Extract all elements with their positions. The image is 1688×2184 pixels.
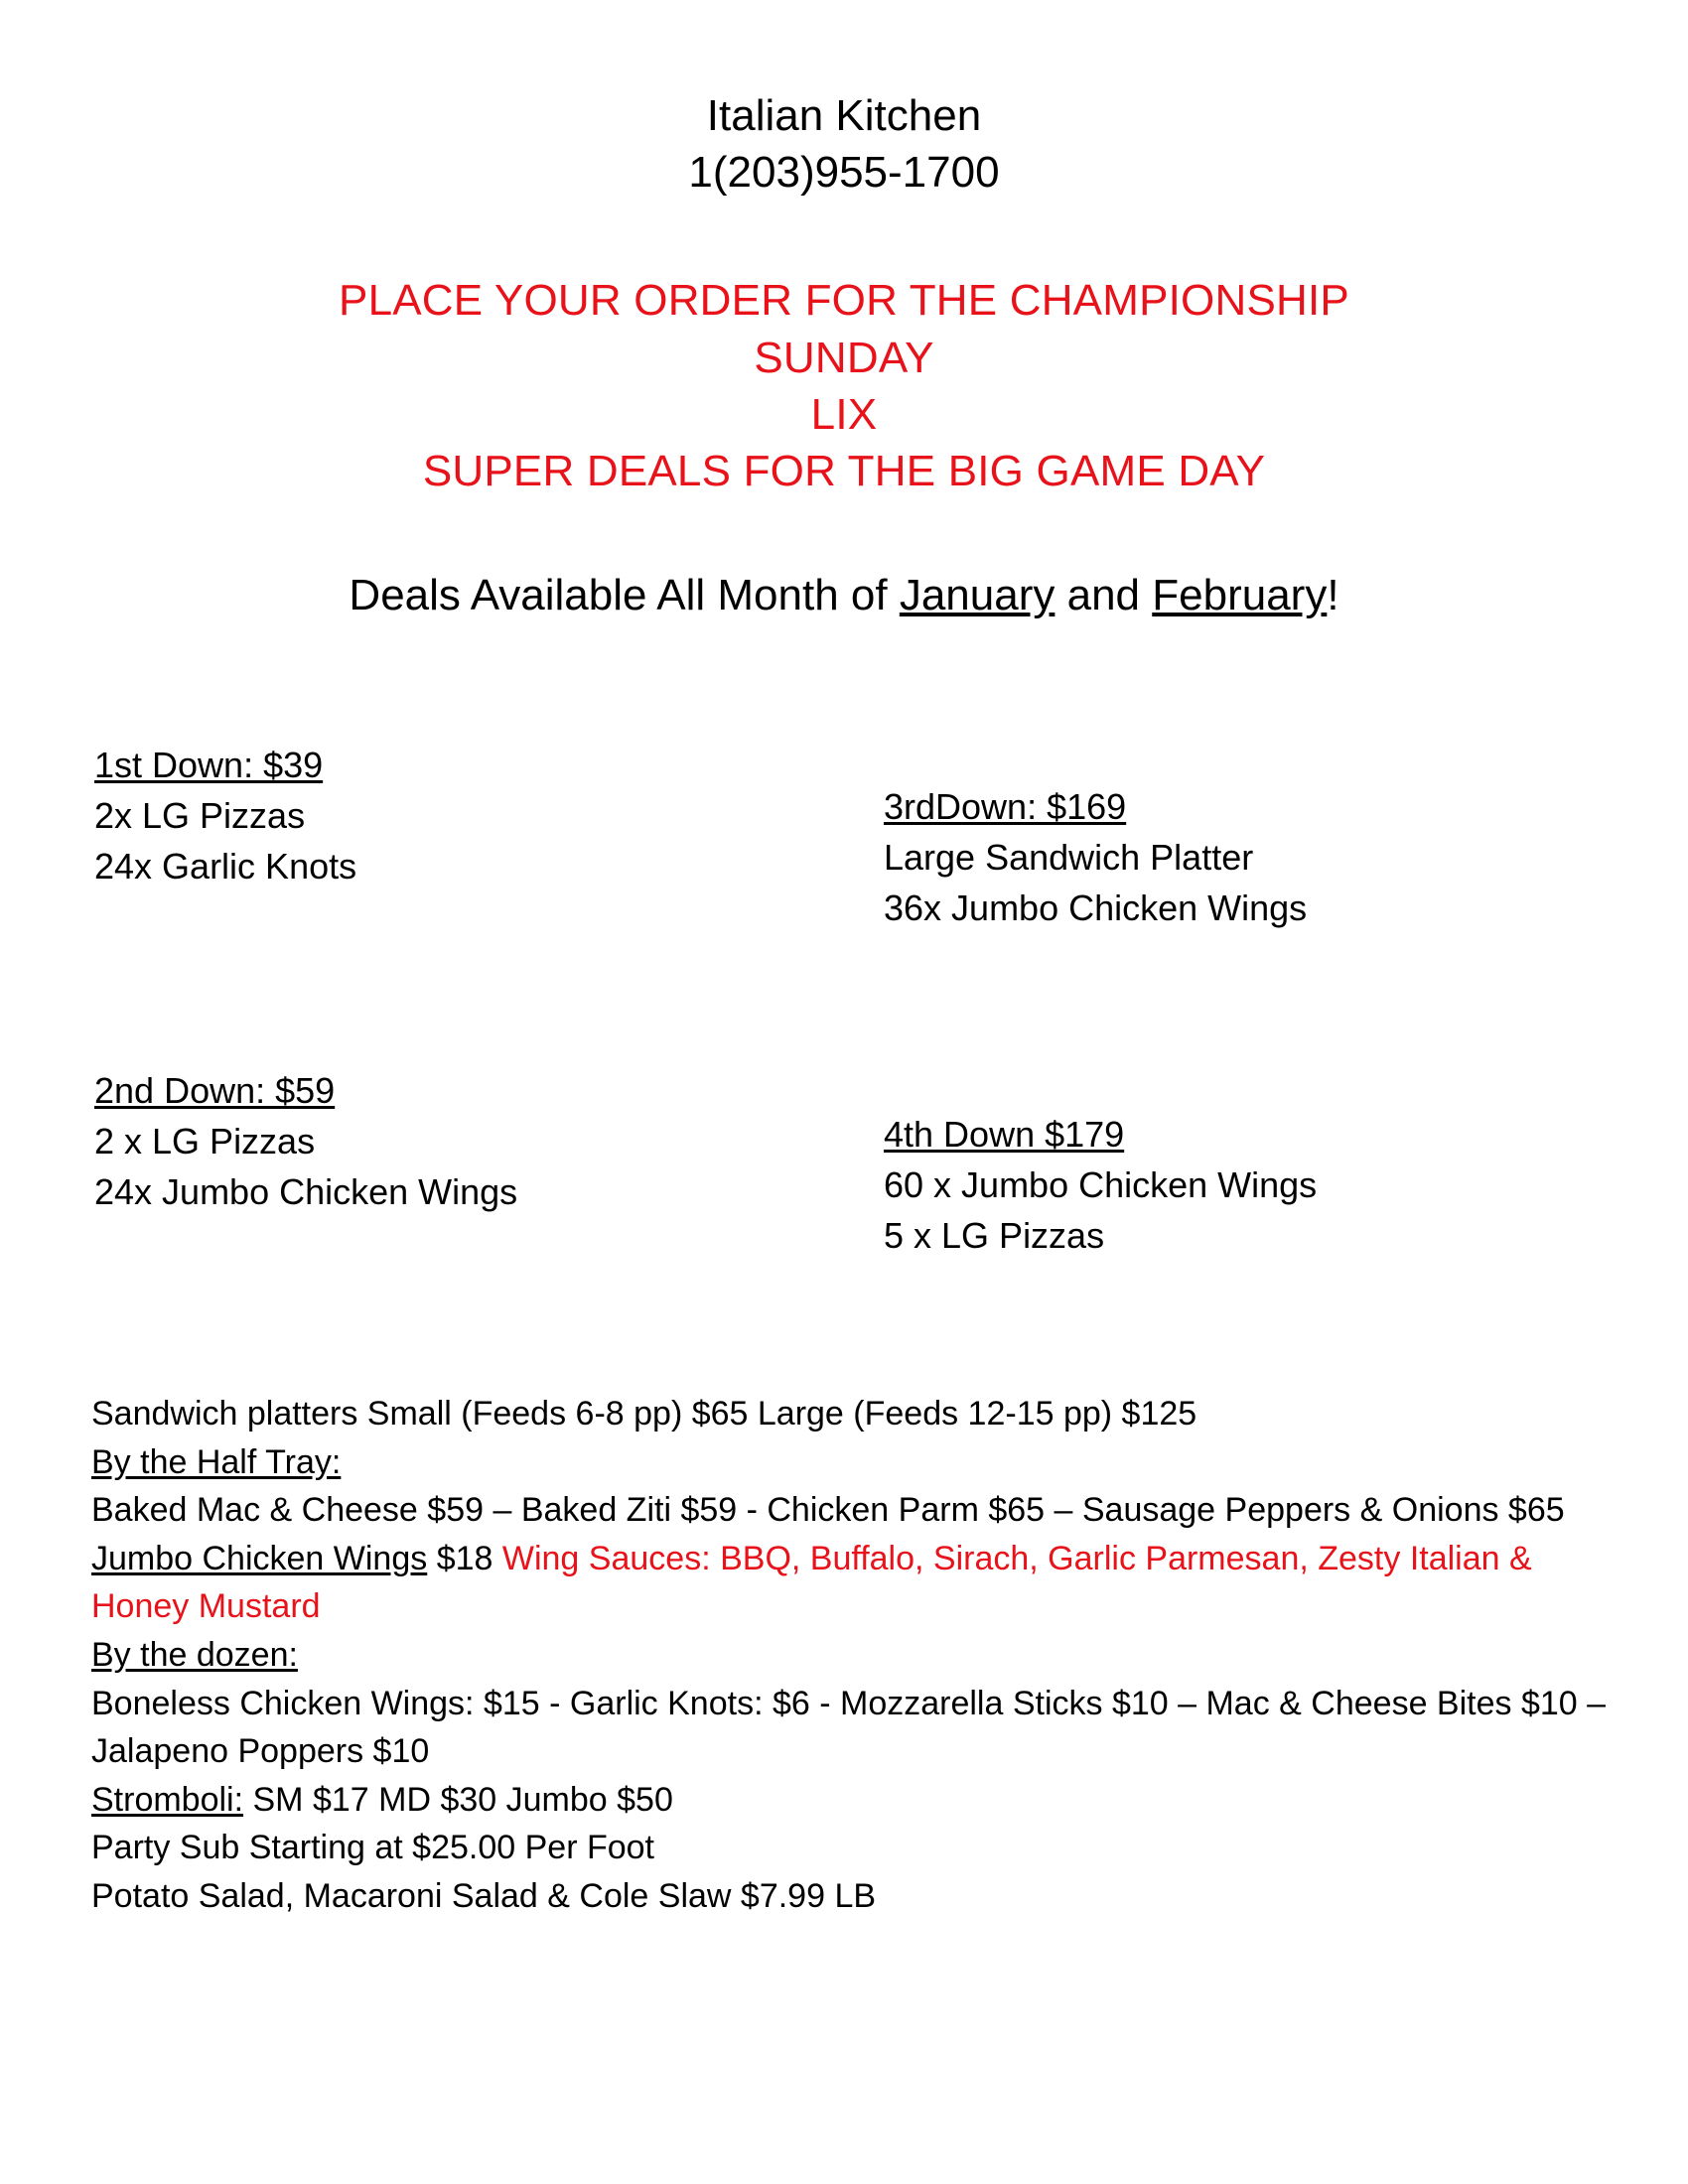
- deal-title: 2nd Down: $59: [94, 1070, 336, 1112]
- menu-details: [91, 1390, 1609, 1921]
- promo-line-1: PLACE YOUR ORDER FOR THE CHAMPIONSHIP: [339, 276, 1349, 326]
- promo-block: [0, 272, 1688, 499]
- half-tray-heading: By the Half Tray:: [91, 1442, 342, 1481]
- deal-item: 5 x LG Pizzas: [884, 1215, 1105, 1257]
- deal-3rd-down: [884, 781, 1519, 933]
- deals-grid: [0, 740, 1688, 1296]
- business-name: Italian Kitchen: [706, 91, 982, 140]
- promo-line-2: SUNDAY: [754, 333, 934, 382]
- wing-sauces: Wing Sauces: BBQ, Buffalo, Sirach, Garlic Parmesan, Zesty Italian & Honey Mustard: [91, 1539, 1532, 1626]
- deal-item: 24x Garlic Knots: [94, 846, 357, 887]
- promo-line-3: LIX: [810, 389, 878, 439]
- half-tray-items: Baked Mac & Cheese $59 – Baked Ziti $59 - Chicken Parm $65 – Sausage Peppers & Onions $65: [91, 1491, 1565, 1530]
- stromboli-items: SM $17 MD $30 Jumbo $50: [243, 1780, 673, 1819]
- flyer-header: [0, 0, 1688, 201]
- party-sub-line: Party Sub Starting at $25.00 Per Foot: [91, 1829, 654, 1867]
- availability-suffix: !: [1327, 571, 1339, 620]
- availability-prefix: Deals Available All Month of: [349, 571, 900, 620]
- deal-title: 3rdDown: $169: [884, 786, 1127, 828]
- deal-item: 60 x Jumbo Chicken Wings: [884, 1164, 1318, 1206]
- deal-item: 2x LG Pizzas: [94, 795, 306, 837]
- dozen-items: Boneless Chicken Wings: $15 - Garlic Knots: $6 - Mozzarella Sticks $10 – Mac & Cheese Bites $10 – Jalapeno Poppers $10: [91, 1684, 1607, 1771]
- deal-item: 24x Jumbo Chicken Wings: [94, 1171, 518, 1213]
- deal-title: 4th Down $179: [884, 1114, 1125, 1156]
- salads-line: Potato Salad, Macaroni Salad & Cole Slaw $7.99 LB: [91, 1877, 877, 1916]
- stromboli-heading: Stromboli:: [91, 1780, 244, 1819]
- deal-title: 1st Down: $39: [94, 745, 324, 786]
- jumbo-wings-heading: Jumbo Chicken Wings: [91, 1539, 428, 1577]
- deal-1st-down: [94, 740, 730, 891]
- availability-middle: and: [1055, 571, 1153, 620]
- deal-item: 2 x LG Pizzas: [94, 1121, 316, 1162]
- phone-number: 1(203)955-1700: [688, 148, 1000, 198]
- jumbo-wings-price: $18: [427, 1539, 502, 1577]
- deal-2nd-down: [94, 1065, 770, 1217]
- promo-line-4: SUPER DEALS FOR THE BIG GAME DAY: [422, 446, 1266, 495]
- availability-month-1: January: [899, 571, 1055, 620]
- jumbo-wings-line: [91, 1535, 1609, 1631]
- sandwich-platters-line: Sandwich platters Small (Feeds 6-8 pp) $65 Large (Feeds 12-15 pp) $125: [91, 1395, 1197, 1433]
- deal-4th-down: [884, 1109, 1519, 1261]
- dozen-heading: By the dozen:: [91, 1636, 298, 1675]
- stromboli-line: [91, 1776, 1609, 1825]
- availability-month-2: February: [1152, 571, 1328, 620]
- availability-line: [0, 571, 1688, 620]
- deal-item: Large Sandwich Platter: [884, 837, 1254, 879]
- deal-item: 36x Jumbo Chicken Wings: [884, 887, 1308, 929]
